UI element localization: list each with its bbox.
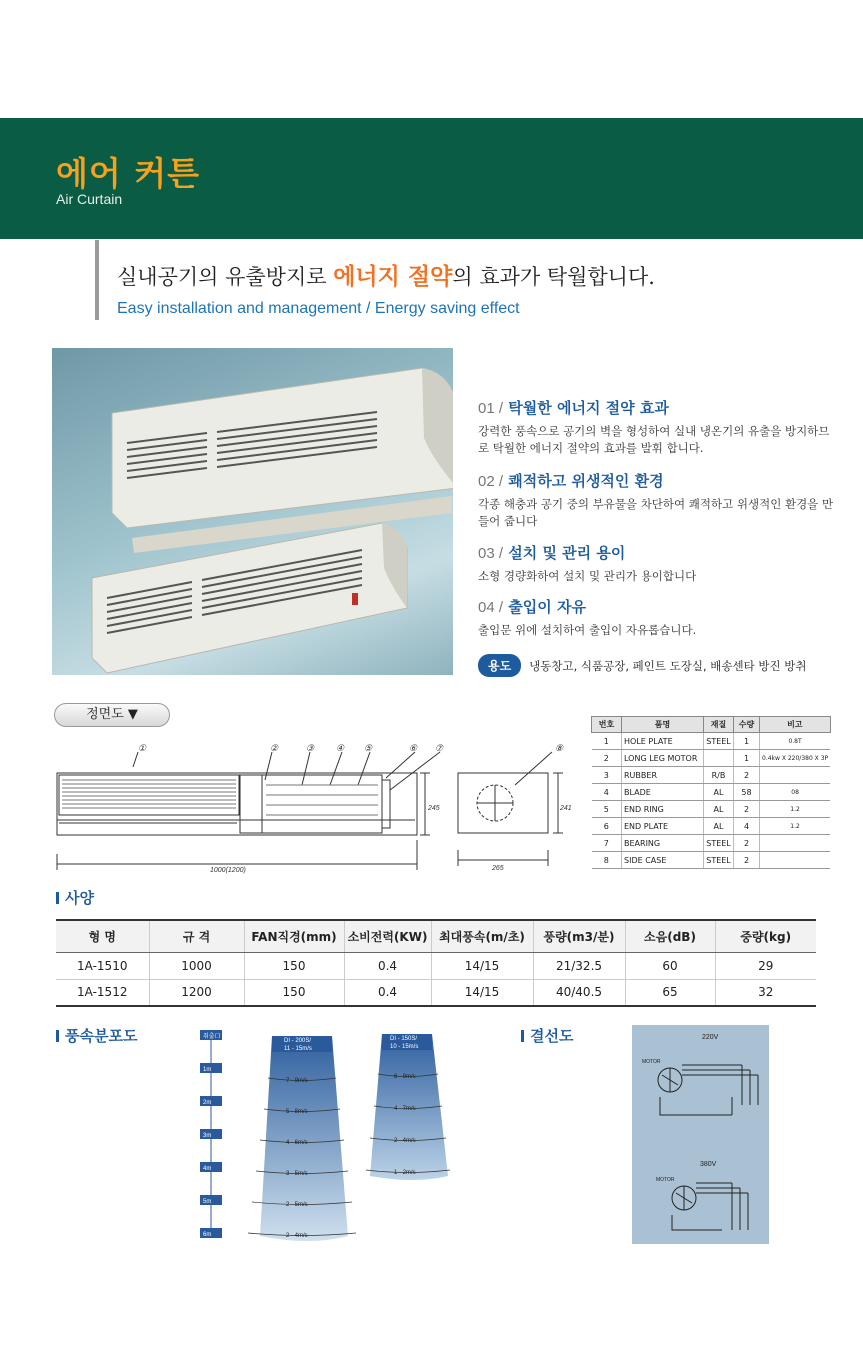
spec-header-cell: 중량(kg) <box>715 920 816 952</box>
spec-cell: 1A-1512 <box>56 979 149 1006</box>
spec-cell: 150 <box>244 979 344 1006</box>
callout-8: ⑧ <box>555 743 564 753</box>
headline-english: Easy installation and management / Energy saving effect <box>117 300 520 317</box>
parts-cell: END PLATE <box>622 818 704 835</box>
dim-width: 1000(1200) <box>210 867 246 874</box>
spec-cell: 1000 <box>149 952 244 979</box>
parts-row <box>592 835 831 852</box>
parts-cell: 3 <box>592 767 622 784</box>
feature-3 <box>478 542 838 585</box>
right-speed-label: 2 - 4m/s <box>394 1138 416 1144</box>
spec-row <box>56 952 816 979</box>
header-banner <box>0 118 863 239</box>
spec-cell: 29 <box>715 952 816 979</box>
dim-side-height: 241 <box>560 805 572 812</box>
parts-cell: 58 <box>734 784 760 801</box>
scale-label: 6m <box>203 1232 212 1238</box>
page-subtitle: Air Curtain <box>56 191 123 207</box>
parts-cell: R/B <box>704 767 734 784</box>
parts-cell: 5 <box>592 801 622 818</box>
scale-label: 4m <box>203 1166 212 1172</box>
scale-label: 3m <box>203 1133 212 1139</box>
scale-label: 2m <box>203 1100 212 1106</box>
feature-title: 쾌적하고 위생적인 환경 <box>508 472 664 490</box>
spec-cell: 150 <box>244 952 344 979</box>
parts-cell: SIDE CASE <box>622 852 704 869</box>
left-speed-label: 4 - 6m/s <box>286 1140 308 1146</box>
feature-4 <box>478 596 838 639</box>
headline-prefix: 실내공기의 유출방지로 <box>117 265 334 289</box>
right-model-label: DI - 150S/ <box>390 1036 418 1042</box>
air-curtain-illustration <box>52 348 453 675</box>
spec-cell: 14/15 <box>431 979 533 1006</box>
parts-cell: LONG LEG MOTOR <box>622 750 704 767</box>
parts-cell: AL <box>704 801 734 818</box>
headline-highlight: 에너지 절약 <box>333 264 453 290</box>
right-speed-label: 10 - 15m/s <box>390 1044 419 1050</box>
parts-cell: 4 <box>592 784 622 801</box>
wiring-motor-label: MOTOR <box>642 1059 661 1065</box>
parts-row <box>592 733 831 750</box>
usage-row <box>478 654 806 677</box>
parts-cell: RUBBER <box>622 767 704 784</box>
parts-cell: 1 <box>592 733 622 750</box>
parts-row <box>592 852 831 869</box>
spec-header-cell: 규 격 <box>149 920 244 952</box>
parts-row <box>592 750 831 767</box>
parts-header-cell: 비고 <box>760 717 831 733</box>
wiring-heading: 결선도 <box>521 1025 573 1046</box>
spec-cell: 14/15 <box>431 952 533 979</box>
parts-cell: 0.4kw X 220/380 X 3P <box>760 750 831 767</box>
parts-cell: STEEL <box>704 835 734 852</box>
parts-cell: 2 <box>734 801 760 818</box>
parts-cell: 1 <box>734 750 760 767</box>
parts-row <box>592 784 831 801</box>
feature-description: 강력한 풍속으로 공기의 벽을 형성하여 실내 냉온기의 유출을 방지하므로 탁월한 에너지 절약의 효과를 발휘 합니다. <box>478 424 830 455</box>
parts-cell: STEEL <box>704 852 734 869</box>
wiring-diagram <box>632 1025 769 1244</box>
spec-row <box>56 979 816 1006</box>
parts-cell: 0.8T <box>760 733 831 750</box>
parts-row <box>592 767 831 784</box>
parts-cell: 08 <box>760 784 831 801</box>
left-speed-label: 2 - 5m/s <box>286 1202 308 1208</box>
spec-header-cell: 소음(dB) <box>625 920 715 952</box>
spec-table <box>56 919 816 1007</box>
parts-header-cell: 품명 <box>622 717 704 733</box>
feature-number: 03 / <box>478 545 504 562</box>
left-speed-label: 7 - 9m/s <box>286 1078 308 1084</box>
feature-title: 탁월한 에너지 절약 효과 <box>508 399 669 417</box>
callout-4: ④ <box>336 743 345 753</box>
feature-title: 출입이 자유 <box>508 598 586 616</box>
parts-cell: 4 <box>734 818 760 835</box>
front-view-button[interactable]: 정면도 ▼ <box>54 703 170 727</box>
spec-header-cell: 소비전력(KW) <box>344 920 431 952</box>
spec-cell: 0.4 <box>344 979 431 1006</box>
parts-cell: BLADE <box>622 784 704 801</box>
callout-1: ① <box>138 743 147 753</box>
spec-cell: 0.4 <box>344 952 431 979</box>
right-speed-label: 6 - 9m/s <box>394 1074 416 1080</box>
scale-label: 5m <box>203 1199 212 1205</box>
parts-cell: 2 <box>734 835 760 852</box>
right-speed-label: 1 - 2m/s <box>394 1170 416 1176</box>
scale-label: 1m <box>203 1067 212 1073</box>
parts-cell: 6 <box>592 818 622 835</box>
callout-7: ⑦ <box>435 743 444 753</box>
wiring-voltage-220: 220V <box>702 1034 719 1041</box>
dim-height: 245 <box>428 805 440 812</box>
spec-cell: 1200 <box>149 979 244 1006</box>
parts-cell: HOLE PLATE <box>622 733 704 750</box>
parts-cell: 1.2 <box>760 818 831 835</box>
wind-distribution-diagram <box>200 1028 460 1250</box>
parts-cell: 1 <box>734 733 760 750</box>
dim-side-width: 265 <box>492 865 504 872</box>
callout-3: ③ <box>306 743 315 753</box>
wiring-voltage-380: 380V <box>700 1161 717 1168</box>
parts-cell: AL <box>704 818 734 835</box>
spec-cell: 1A-1510 <box>56 952 149 979</box>
feature-title: 설치 및 관리 용이 <box>508 544 626 562</box>
parts-cell: 2 <box>734 852 760 869</box>
spec-header-cell: 형 명 <box>56 920 149 952</box>
usage-text: 냉동창고, 식품공장, 페인트 도장실, 배송센타 방진 방취 <box>529 658 807 673</box>
spec-cell: 21/32.5 <box>533 952 625 979</box>
usage-badge: 용도 <box>478 654 521 677</box>
callout-5: ⑤ <box>364 743 373 753</box>
spec-header-cell: 최대풍속(m/초) <box>431 920 533 952</box>
parts-header-cell: 수량 <box>734 717 760 733</box>
parts-cell: AL <box>704 784 734 801</box>
left-speed-label: 11 - 15m/s <box>284 1046 312 1052</box>
feature-description: 출입문 위에 설치하여 출입이 자유롭습니다. <box>478 623 697 637</box>
parts-cell <box>760 767 831 784</box>
parts-cell: 2 <box>734 767 760 784</box>
spec-cell: 60 <box>625 952 715 979</box>
feature-number: 01 / <box>478 400 504 417</box>
spec-cell: 40/40.5 <box>533 979 625 1006</box>
spec-cell: 32 <box>715 979 816 1006</box>
parts-cell <box>704 750 734 767</box>
wiring-motor-label-2: MOTOR <box>656 1177 675 1183</box>
spec-header-cell: 풍량(m3/분) <box>533 920 625 952</box>
parts-cell: 2 <box>592 750 622 767</box>
callout-6: ⑥ <box>409 743 418 753</box>
left-model-label: DI - 200S/ <box>284 1038 312 1044</box>
feature-description: 각종 해충과 공기 중의 부유물을 차단하여 쾌적하고 위생적인 환경을 만들어 줍니다 <box>478 497 834 528</box>
left-speed-label: 2 - 4m/s <box>286 1233 308 1239</box>
feature-number: 04 / <box>478 599 504 616</box>
spec-cell: 65 <box>625 979 715 1006</box>
headline <box>117 258 655 291</box>
headline-suffix: 의 효과가 탁월합니다. <box>452 265 655 289</box>
feature-number: 02 / <box>478 473 504 490</box>
parts-cell: 1.2 <box>760 801 831 818</box>
parts-table <box>591 716 831 869</box>
scale-label: 취출口 <box>203 1034 221 1040</box>
feature-2 <box>478 470 838 530</box>
parts-cell: 8 <box>592 852 622 869</box>
callout-2: ② <box>270 743 279 753</box>
left-speed-label: 3 - 5m/s <box>286 1171 308 1177</box>
feature-description: 소형 경량화하여 설치 및 관리가 용이합니다 <box>478 569 697 583</box>
headline-divider <box>95 240 99 320</box>
feature-1 <box>478 397 838 457</box>
page-title: 에어 커튼 <box>56 154 201 193</box>
parts-cell <box>760 852 831 869</box>
product-photo <box>52 348 453 675</box>
spec-header-cell: FAN직경(mm) <box>244 920 344 952</box>
parts-cell <box>760 835 831 852</box>
parts-header-cell: 번호 <box>592 717 622 733</box>
front-view-drawing <box>40 740 580 880</box>
right-speed-label: 4 - 7m/s <box>394 1106 416 1112</box>
parts-cell: STEEL <box>704 733 734 750</box>
parts-row <box>592 801 831 818</box>
parts-row <box>592 818 831 835</box>
parts-cell: 7 <box>592 835 622 852</box>
parts-cell: END RING <box>622 801 704 818</box>
parts-header-cell: 재질 <box>704 717 734 733</box>
parts-cell: BEARING <box>622 835 704 852</box>
left-speed-label: 5 - 8m/s <box>286 1109 308 1115</box>
wind-heading: 풍속분포도 <box>56 1025 137 1046</box>
spec-heading: 사양 <box>56 887 94 908</box>
